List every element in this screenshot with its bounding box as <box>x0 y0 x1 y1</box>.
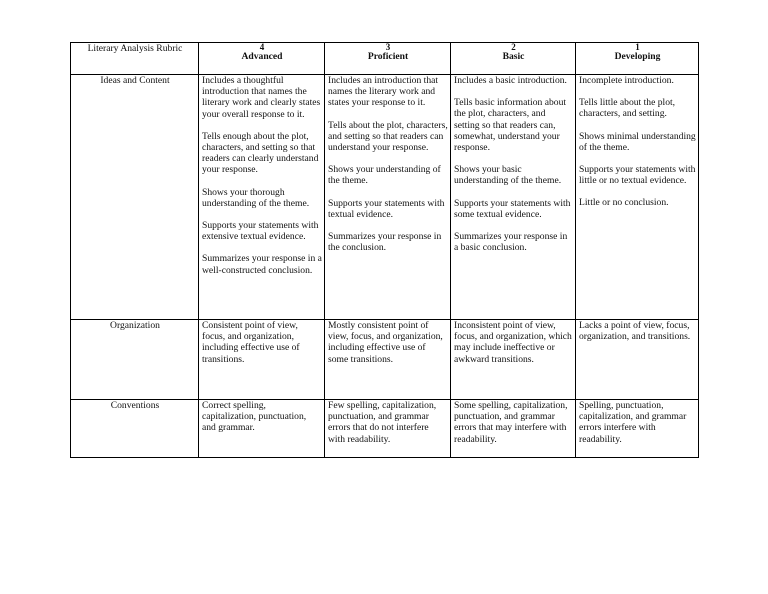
criterion-text: Tells basic information about the plot, characters, and setting so that readers can, somewhat, understand your response. <box>454 97 567 154</box>
criterion-text: Summarizes your response in a well-constructed conclusion. <box>202 253 322 276</box>
level-header-basic <box>451 43 576 75</box>
criterion-text: Incomplete introduction. <box>579 75 674 86</box>
cell-conventions-basic <box>451 400 576 458</box>
cell-organization-developing <box>576 320 699 400</box>
row-label: Ideas and Content <box>71 75 199 320</box>
cell-ideas-developing <box>576 75 699 320</box>
row-label: Conventions <box>71 400 199 458</box>
criterion-text: Includes a thoughtful introduction that names the literary work and clearly states your overall response to it. <box>202 75 321 120</box>
criterion-text: Mostly consistent point of view, focus, and organization, including effective use of some transitions. <box>328 320 443 365</box>
level-header-proficient <box>325 43 451 75</box>
level-score: 4 <box>259 42 265 52</box>
level-name: Advanced <box>241 51 283 62</box>
level-name: Proficient <box>367 51 409 62</box>
cell-organization-proficient <box>325 320 451 400</box>
rubric-title: Literary Analysis Rubric <box>71 43 199 75</box>
level-name: Developing <box>614 51 661 62</box>
rubric-table <box>70 42 699 458</box>
criterion-text: Supports your statements with some textual evidence. <box>454 197 571 220</box>
criterion-text: Spelling, punctuation, capitalization, and grammar errors interfere with readability. <box>579 400 687 445</box>
criterion-text: Shows minimal understanding of the theme. <box>579 130 696 153</box>
row-conventions <box>71 400 699 458</box>
row-ideas-and-content <box>71 75 699 320</box>
criterion-text: Shows your thorough understanding of the theme. <box>202 186 310 209</box>
criterion-text: Tells little about the plot, characters, and setting. <box>579 97 676 120</box>
criterion-text: Includes a basic introduction. <box>454 75 567 86</box>
criterion-text: Inconsistent point of view, focus, and organization, which may include ineffective or awkward transitions. <box>454 320 572 365</box>
level-header-advanced <box>199 43 325 75</box>
criterion-text: Supports your statements with little or no textual evidence. <box>579 164 696 187</box>
cell-ideas-proficient <box>325 75 451 320</box>
criterion-text: Shows your basic understanding of the theme. <box>454 164 562 187</box>
criterion-text: Consistent point of view, focus, and organization, including effective use of transitions. <box>202 320 300 365</box>
criterion-text: Little or no conclusion. <box>579 197 669 209</box>
level-score: 3 <box>385 42 391 52</box>
cell-conventions-advanced <box>199 400 325 458</box>
level-name: Basic <box>502 51 525 62</box>
criterion-text: Tells about the plot, characters, and setting so that readers can understand your response. <box>328 119 448 154</box>
level-score: 2 <box>511 42 516 52</box>
criterion-text: Correct spelling, capitalization, punctuation, and grammar. <box>202 400 307 434</box>
criterion-text: Lacks a point of view, focus, organization, and transitions. <box>579 320 691 343</box>
criterion-text: Includes an introduction that names the literary work and states your response to it. <box>328 75 439 109</box>
criterion-text: Summarizes your response in a basic conclusion. <box>454 231 568 254</box>
row-organization <box>71 320 699 400</box>
level-header-developing <box>576 43 699 75</box>
criterion-text: Few spelling, capitalization, punctuation, and grammar errors that do not interfere with readability. <box>328 400 437 445</box>
header-row <box>71 43 699 75</box>
cell-ideas-advanced <box>199 75 325 320</box>
criterion-text: Supports your statements with extensive textual evidence. <box>202 220 319 243</box>
criterion-text: Supports your statements with textual evidence. <box>328 197 445 220</box>
cell-conventions-developing <box>576 400 699 458</box>
criterion-text: Some spelling, capitalization, punctuation, and grammar errors that may interfere with readability. <box>454 400 568 445</box>
criterion-text: Summarizes your response in the conclusion. <box>328 231 442 254</box>
cell-ideas-basic <box>451 75 576 320</box>
criterion-text: Tells enough about the plot, characters, and setting so that readers can clearly understand your response. <box>202 130 319 176</box>
cell-conventions-proficient <box>325 400 451 458</box>
cell-organization-advanced <box>199 320 325 400</box>
cell-organization-basic <box>451 320 576 400</box>
row-label: Organization <box>71 320 199 400</box>
criterion-text: Shows your understanding of the theme. <box>328 164 441 187</box>
level-score: 1 <box>635 42 640 52</box>
